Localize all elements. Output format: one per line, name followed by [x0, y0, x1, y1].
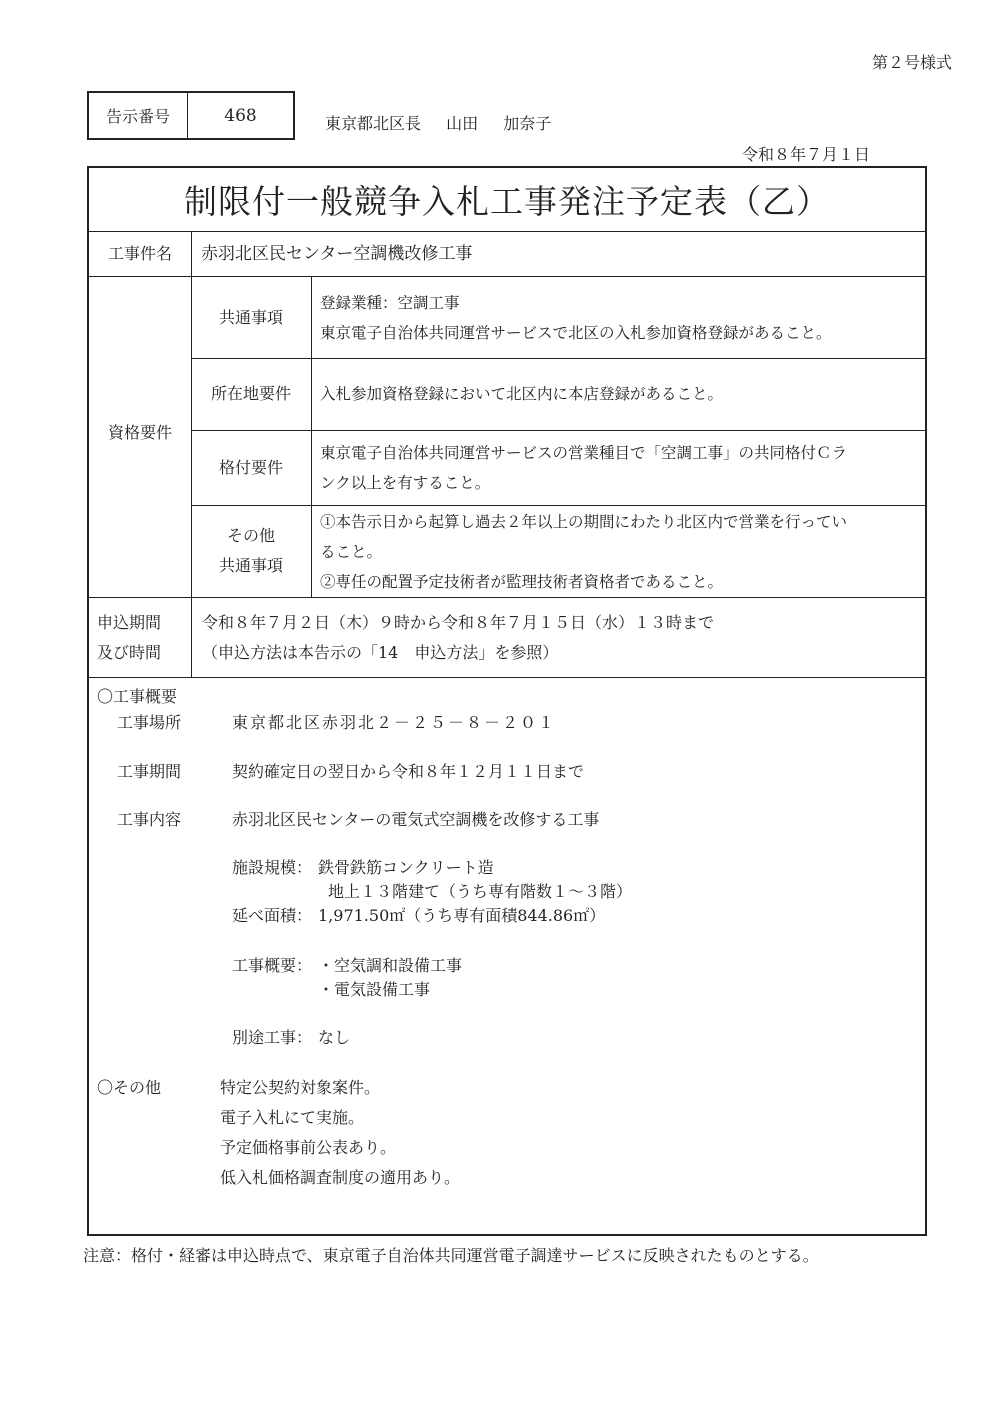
issuer-family-name: 山田 — [446, 114, 479, 133]
form-number: 第２号様式 — [871, 53, 952, 72]
other-common-label-line: 共通事項 — [218, 556, 283, 575]
rank-requirement-line: ンク以上を有すること。 — [320, 474, 491, 492]
issuer — [325, 111, 551, 134]
work-summary-label: 工事概要： — [232, 956, 313, 975]
site-value: 東京都北区赤羽北２－２５－８－２０１ — [232, 713, 557, 732]
other-common-line: ること。 — [320, 543, 383, 561]
other-note: 低入札価格調査制度の適用あり。 — [220, 1168, 461, 1187]
issue-date: 令和８年７月１日 — [742, 145, 871, 164]
other-heading: 〇その他 — [97, 1078, 162, 1097]
separate-work-value: なし — [318, 1028, 351, 1047]
schedule-table — [87, 166, 927, 1236]
project-name-label: 工事件名 — [107, 244, 172, 263]
application-period: 令和８年７月２日（木）９時から令和８年７月１５日（水）１３時まで — [202, 613, 715, 632]
application-period-label-line: 申込期間 — [97, 613, 162, 632]
common-items-value — [320, 288, 832, 348]
other-common-label — [191, 505, 311, 597]
common-items-line: 登録業種：空調工事 — [320, 294, 460, 312]
location-requirement-value: 入札参加資格登録において北区内に本店登録があること。 — [320, 385, 724, 403]
rank-requirement-value — [320, 438, 847, 498]
period-label: 工事期間 — [117, 762, 182, 781]
overview-heading: 〇工事概要 — [97, 687, 178, 706]
footer-note: 注意：格付・経審は申込時点で、東京電子自治体共同運営電子調達サービスに反映されたものとする。 — [83, 1246, 819, 1265]
other-notes — [220, 1073, 460, 1193]
work-summary-item: ・空気調和設備工事 — [318, 956, 463, 975]
notice-number-value: 468 — [224, 105, 257, 126]
scale-line-2: 地上１３階建て（うち専有階数１～３階） — [328, 882, 633, 901]
floor-area-label: 延べ面積： — [232, 906, 313, 925]
project-name-value: 赤羽北区民センター空調機改修工事 — [201, 244, 473, 264]
qualifications-label: 資格要件 — [107, 423, 172, 442]
rank-requirement-line: 東京電子自治体共同運営サービスの営業種目で「空調工事」の共同格付Ｃラ — [320, 444, 848, 462]
other-common-line: ②専任の配置予定技術者が監理技術者資格者であること。 — [320, 573, 724, 591]
other-common-line: ①本告示日から起算し過去２年以上の期間にわたり北区内で営業を行ってい — [320, 513, 848, 531]
common-items-label: 共通事項 — [218, 307, 283, 327]
notice-number-label: 告示番号 — [89, 93, 188, 138]
application-method: （申込方法は本告示の「14 申込方法」を参照） — [202, 643, 559, 662]
issuer-given-name: 加奈子 — [503, 114, 552, 133]
work-summary-items — [318, 954, 462, 1002]
other-common-label-line: その他 — [226, 526, 275, 545]
other-common-value — [320, 507, 847, 597]
site-label: 工事場所 — [117, 713, 182, 732]
application-period-value — [202, 608, 714, 668]
other-note: 予定価格事前公表あり。 — [220, 1138, 397, 1157]
work-summary-item: ・電気設備工事 — [318, 980, 431, 999]
content-label: 工事内容 — [117, 810, 182, 829]
location-requirement-label: 所在地要件 — [210, 384, 291, 403]
content-value: 赤羽北区民センターの電気式空調機を改修する工事 — [232, 810, 600, 829]
application-period-label-line: 及び時間 — [97, 643, 162, 662]
application-period-label — [97, 608, 161, 668]
issuer-title: 東京都北区長 — [325, 114, 422, 133]
scale-label: 施設規模： — [232, 858, 313, 877]
rank-requirement-label: 格付要件 — [218, 457, 283, 477]
separate-work-label: 別途工事： — [232, 1028, 313, 1047]
common-items-line: 東京電子自治体共同運営サービスで北区の入札参加資格登録があること。 — [320, 324, 832, 342]
scale-line-1: 鉄骨鉄筋コンクリート造 — [318, 858, 494, 877]
other-note: 特定公契約対象案件。 — [220, 1078, 381, 1097]
period-value: 契約確定日の翌日から令和８年１２月１１日まで — [232, 762, 585, 781]
floor-area-value: 1,971.50㎡（うち専有面積844.86㎡） — [318, 906, 606, 925]
document-title: 制限付一般競争入札工事発注予定表（乙） — [89, 168, 925, 232]
notice-number-box — [87, 91, 295, 140]
other-note: 電子入札にて実施。 — [220, 1108, 365, 1127]
